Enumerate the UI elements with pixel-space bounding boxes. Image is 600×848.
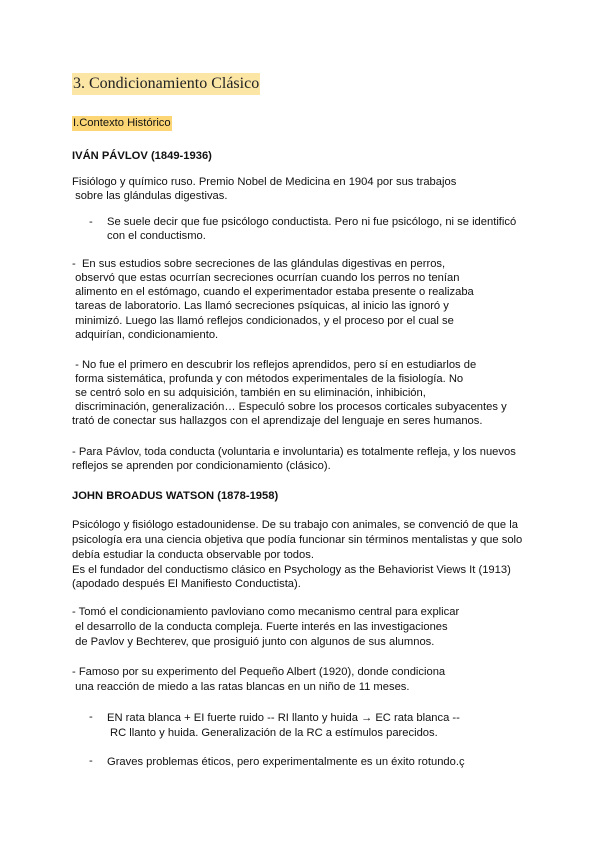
text-line: una reacción de miedo a las ratas blancas en un niño de 11 meses. (72, 681, 410, 693)
text-line: alimento en el estómago, cuando el experimentador estaba presente o realizaba (72, 286, 474, 298)
text-line: minimizó. Luego las llamó reflejos condicionados, y el proceso por el cual se (72, 315, 454, 327)
text-line: - No fue el primero en descubrir los reflejos aprendidos, pero sí en estudiarlos de (72, 359, 477, 371)
text-line: Graves problemas éticos, pero experimentalmente es un éxito rotundo.ç (107, 756, 465, 768)
text-line: trató de conectar sus hallazgos con el aprendizaje del lenguaje en seres humanos. (72, 415, 483, 427)
text-line: discriminación, generalización… Especuló sobre los procesos corticales subyacentes y (72, 401, 507, 413)
text-line: forma sistemática, profunda y con métodos experimentales de la fisiología. No (72, 373, 464, 385)
text-line: psicología era una ciencia objetiva que podía funcionar sin términos mentalistas y que solo (72, 534, 523, 546)
text-line: Es el fundador del conductismo clásico en Psychology as the Behaviorist Views It (1913) (72, 564, 511, 576)
text-line: sobre las glándulas digestivas. (72, 190, 228, 202)
subsection-label: I.Contexto Histórico (73, 117, 171, 129)
text-line: EN rata blanca + EI fuerte ruido -- RI llanto y huida → EC rata blanca -- (107, 712, 460, 724)
text-line: Psicólogo y fisiólogo estadounidense. De su trabajo con animales, se convenció de que la (72, 519, 518, 531)
section-title: 3. Condicionamiento Clásico (72, 73, 260, 95)
text-line: con el conductismo. (107, 230, 206, 242)
text-line: Fisiólogo y químico ruso. Premio Nobel de Medicina en 1904 por sus trabajos (72, 176, 457, 188)
text-line: debía estudiar la conducta observable por todos. (72, 549, 314, 561)
text-line: - Para Pávlov, toda conducta (voluntaria e involuntaria) es totalmente refleja, y los nuevos (72, 446, 516, 458)
text-line: - Tomó el condicionamiento pavloviano como mecanismo central para explicar (72, 606, 460, 618)
text-line: RC llanto y huida. Generalización de la RC a estímulos parecidos. (110, 727, 438, 739)
text-line: - En sus estudios sobre secreciones de las glándulas digestivas en perros, (72, 258, 446, 270)
bullet-dash: - (89, 216, 93, 228)
text-line: se centró solo en su adquisición, también en su eliminación, inhibición, (72, 387, 426, 399)
text-line: Se suele decir que fue psicólogo conductista. Pero ni fue psicólogo, ni se identificó (107, 216, 517, 228)
text-line: el desarrollo de la conducta compleja. Fuerte interés en las investigaciones (72, 621, 448, 633)
text-line: de Pavlov y Bechterev, que prosiguió junto con algunos de sus alumnos. (72, 636, 435, 648)
text-line: - Famoso por su experimento del Pequeño Albert (1920), donde condiciona (72, 666, 446, 678)
text-line: adquirían, condicionamiento. (72, 329, 219, 341)
bullet-dash: - (89, 755, 93, 767)
text-line: observó que estas ocurrían secreciones ocurrían cuando los perros no tenían (72, 272, 460, 284)
bullet-dash: - (89, 711, 93, 723)
pavlov-heading: IVÁN PÁVLOV (1849-1936) (72, 150, 212, 162)
watson-heading: JOHN BROADUS WATSON (1878-1958) (72, 490, 279, 502)
text-line: tareas de laboratorio. Las llamó secreciones psíquicas, al inicio las ignoró y (72, 300, 449, 312)
text-line: (apodado después El Manifiesto Conductista). (72, 578, 301, 590)
text-line: reflejos se aprenden por condicionamiento (clásico). (72, 460, 331, 472)
